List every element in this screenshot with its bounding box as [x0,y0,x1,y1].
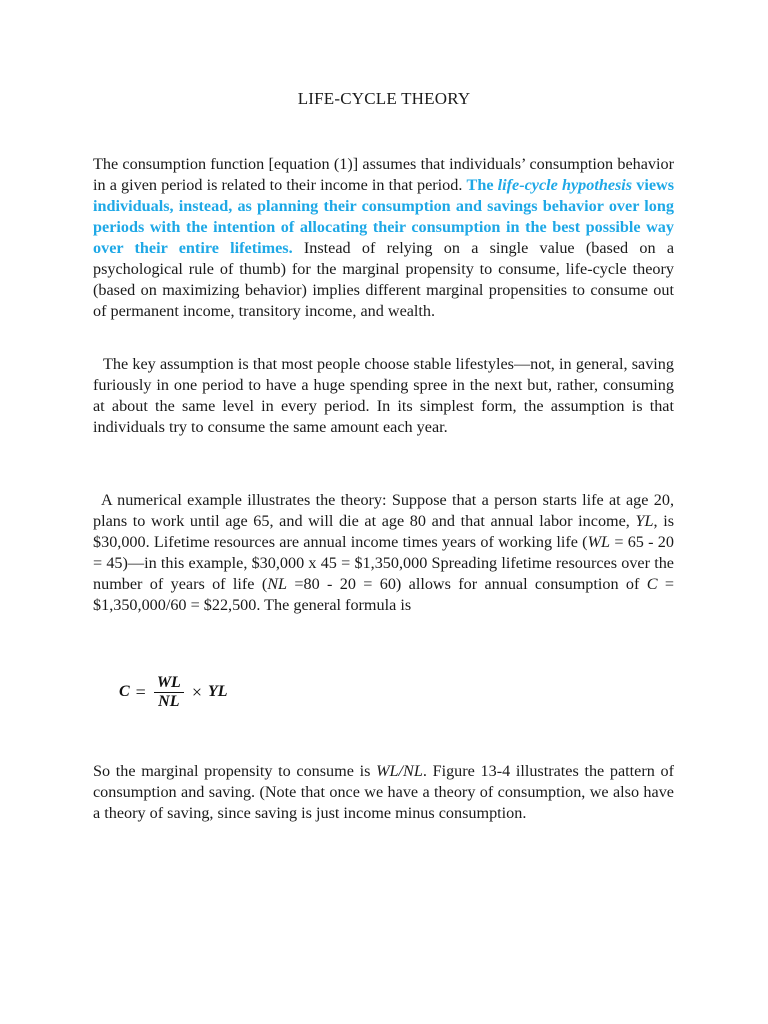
example-text-5: = $1,350,000/60 = $22,500. The general formula is [93,575,674,614]
highlight-lead: The [466,176,498,194]
intro-continuation: Instead of relying on a single value (based on a psychological rule of thumb) for the marginal propensity to consume, life-cycle theory (based on maximizing behavior) implies different marginal propensities to consume out of permanent income, transitory income, and wealth. [93,239,675,320]
formula-numerator: WL [154,675,184,693]
mpc-text-1: So the marginal propensity to consume is [93,762,377,780]
formula-fraction [154,675,184,710]
example-text-3: = 65 - 20 = 45)—in this example, $30,000 x 45 = $1,350,000 Spreading lifetime resources over the number of years of life ( [93,533,674,593]
highlight-sentence: views individuals, instead, as planning their consumption and savings behavior over long periods with the intention of allocating their consumption in the best possible way over their entire lifetimes. [93,176,674,257]
mpc-text-2: . Figure 13-4 illustrates the pattern of consumption and saving. (Note that once we have a theory of consumption, we also have a theory of saving, since saving is just income minus consumption. [93,762,674,822]
paragraph-key-assumption: The key assumption is that most people choose stable lifestyles—not, in general, saving furiously in one period to have a huge spending spree in the next but, rather, consuming at about the same level in every period. In its simplest form, the assumption is that individuals try to consume the same amount each year. [93,355,674,436]
var-wl-nl: WL/NL [376,762,423,780]
var-yl: YL [635,512,654,530]
var-wl: WL [587,533,611,551]
page-title: LIFE-CYCLE THEORY [297,89,471,108]
formula-denominator: NL [158,692,180,710]
formula-rhs: YL [207,683,228,700]
var-nl: NL [267,575,288,593]
paragraph-numerical-example [93,490,674,616]
highlight-term: life-cycle hypothesis [497,176,633,194]
formula-lhs: C [119,683,130,700]
intro-text: The consumption function [equation (1)] assumes that individuals’ consumption behavior in a given period is related to their income in that period. [93,155,674,194]
formula-times: × [191,681,202,702]
paragraph-mpc [93,761,674,824]
example-text-2: , is $30,000. Lifetime resources are annual income times years of working life ( [93,512,674,551]
var-c: C [646,575,658,593]
consumption-formula [119,672,228,712]
formula-equals: = [135,681,146,702]
example-text-4: =80 - 20 = 60) allows for annual consumption of [287,575,647,593]
paragraph-intro [93,154,674,322]
example-text-1: A numerical example illustrates the theory: Suppose that a person starts life at age 20, plans to work until age 65, and will die at age 80 and that annual labor income, [93,491,674,530]
